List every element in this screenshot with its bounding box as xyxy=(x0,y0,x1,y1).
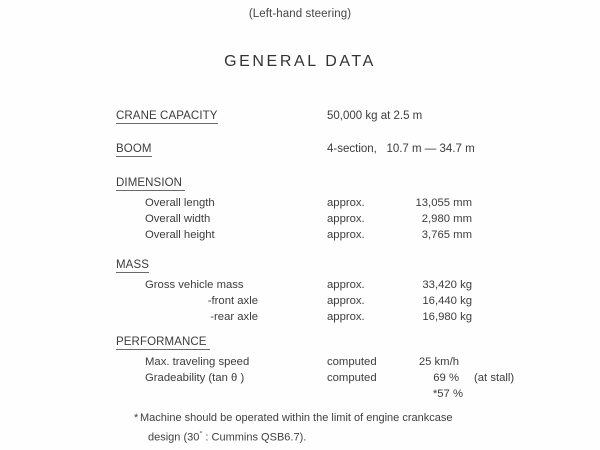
section-heading-performance xyxy=(116,336,210,350)
row-qualifier: approx. xyxy=(327,295,365,307)
section-heading-dimension xyxy=(116,177,185,191)
section-heading-mass xyxy=(116,259,149,273)
table-row xyxy=(116,388,476,404)
row-label: Overall height xyxy=(145,229,215,241)
degree-symbol: ° xyxy=(199,429,203,438)
row-value: 3,765 mm xyxy=(421,229,472,241)
row-qualifier: approx. xyxy=(327,279,365,291)
row-qualifier: approx. xyxy=(327,229,365,241)
row-value: 2,980 mm xyxy=(421,213,472,225)
table-row xyxy=(116,295,476,311)
section-heading-performance-text: PERFORMANCE xyxy=(116,336,210,348)
footnote-line-2-suffix: : Cummins QSB6.7). xyxy=(202,431,307,444)
page-title: GENERAL DATA xyxy=(224,53,376,70)
row-qualifier: computed xyxy=(327,356,377,368)
footnote-line-2 xyxy=(148,426,306,446)
row-value: 25 km/h xyxy=(418,356,459,368)
table-row xyxy=(116,279,476,295)
table-row xyxy=(116,356,476,372)
table-row xyxy=(116,372,515,388)
row-qualifier: computed xyxy=(327,372,377,384)
row-label: -rear axle xyxy=(210,311,258,323)
row-label: Overall width xyxy=(145,213,211,225)
row-value: 16,440 kg xyxy=(422,295,472,307)
row-note: (at stall) xyxy=(474,372,515,384)
section-heading-dimension-text: DIMENSION xyxy=(116,177,186,189)
section-heading-crane-capacity xyxy=(116,110,218,124)
table-row xyxy=(116,229,476,245)
footnote-line-2-prefix: design (30 xyxy=(148,431,200,444)
row-value: 13,055 mm xyxy=(415,197,472,209)
row-value: 16,980 kg xyxy=(422,311,472,323)
row-qualifier: approx. xyxy=(327,197,365,209)
table-row xyxy=(116,311,476,327)
section-heading-boom-text: BOOM xyxy=(116,143,152,155)
footnote-marker: * xyxy=(134,412,139,424)
row-label: Overall length xyxy=(145,197,215,209)
section-heading-crane-capacity-text: CRANE CAPACITY xyxy=(116,110,218,122)
row-label: -front axle xyxy=(207,295,258,307)
section-heading-boom xyxy=(116,143,152,157)
footnote-line-1: Machine should be operated within the limit of engine crankcase xyxy=(140,412,453,424)
row-value: 69 % xyxy=(433,372,459,384)
row-label: Gradeability (tan θ ) xyxy=(145,372,245,384)
row-qualifier: approx. xyxy=(327,213,365,225)
steering-note: (Left-hand steering) xyxy=(248,8,352,20)
boom-value: 4-section, 10.7 m — 34.7 m xyxy=(327,143,475,155)
table-row xyxy=(116,197,476,213)
row-qualifier: approx. xyxy=(327,311,365,323)
table-row xyxy=(116,213,476,229)
crane-capacity-value: 50,000 kg at 2.5 m xyxy=(327,110,423,122)
section-heading-mass-text: MASS xyxy=(116,259,149,271)
row-label: Gross vehicle mass xyxy=(145,279,244,291)
row-value: *57 % xyxy=(432,388,463,400)
row-label: Max. traveling speed xyxy=(145,356,250,368)
row-value: 33,420 kg xyxy=(422,279,472,291)
